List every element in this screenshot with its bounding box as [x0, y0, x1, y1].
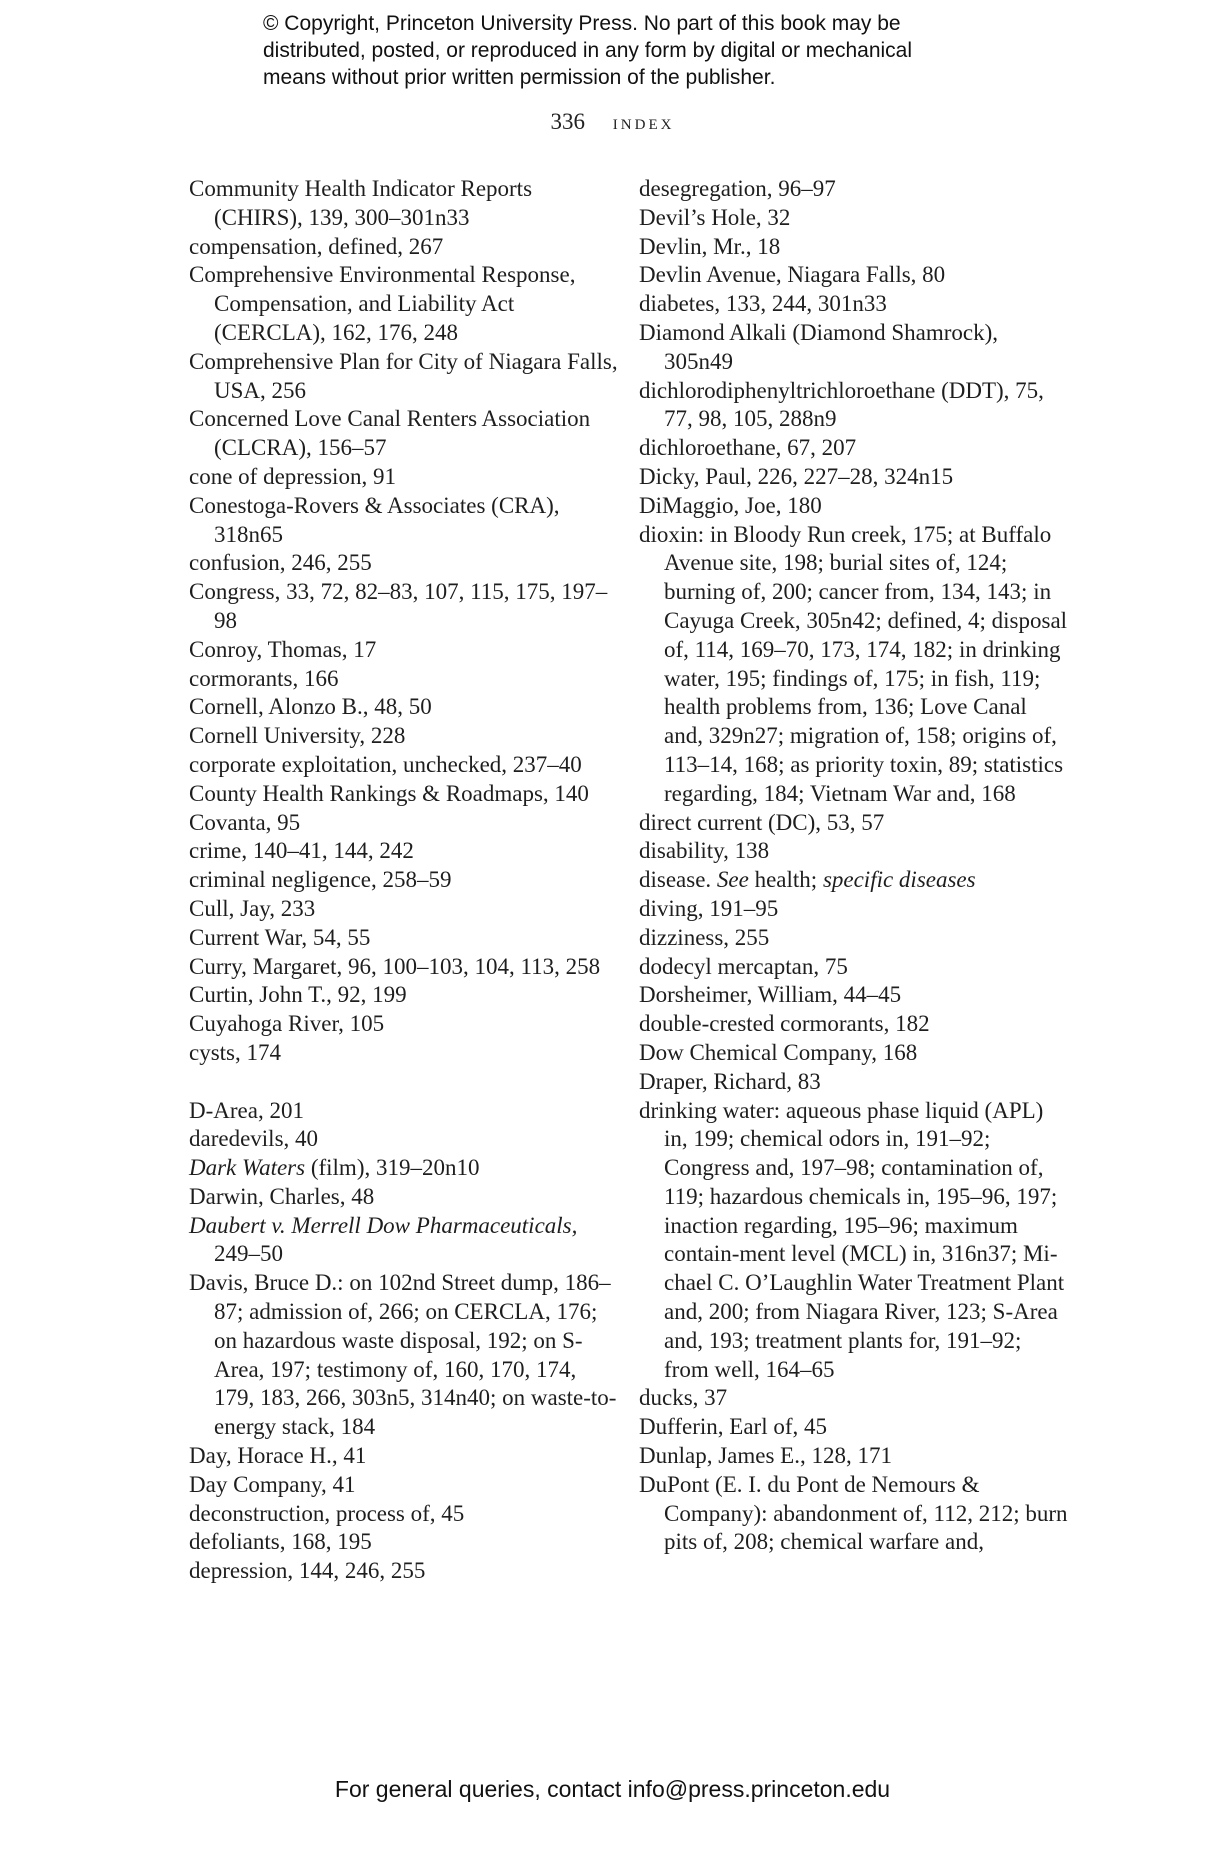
index-entry — [189, 809, 619, 838]
entry-text: disease. — [639, 867, 717, 893]
index-entry — [189, 924, 619, 953]
entry-text: Cornell, Alonzo B., 48, 50 — [189, 694, 432, 720]
entry-text: deconstruction, process of, 45 — [189, 1500, 465, 1526]
entry-text: Dufferin, Earl of, 45 — [639, 1414, 827, 1440]
entry-text: Cornell University, 228 — [189, 723, 406, 749]
entry-text: defoliants, 168, 195 — [189, 1529, 372, 1555]
index-entry — [189, 693, 619, 722]
index-entry — [189, 1010, 619, 1039]
index-entry — [639, 434, 1069, 463]
index-entry — [639, 233, 1069, 262]
entry-text: DiMaggio, Joe, 180 — [639, 492, 822, 518]
entry-text: Conestoga-Rovers & Associates (CRA), 318n65 — [189, 492, 560, 547]
entry-text: diving, 191–95 — [639, 895, 779, 921]
entry-text: County Health Rankings & Roadmaps, 140 — [189, 780, 589, 806]
index-entry — [639, 1039, 1069, 1068]
entry-text: Devlin Avenue, Niagara Falls, 80 — [639, 262, 946, 288]
entry-text: Curtin, John T., 92, 199 — [189, 982, 407, 1008]
index-entry — [189, 261, 619, 347]
entry-text: diabetes, 133, 244, 301n33 — [639, 291, 887, 317]
entry-text: Cuyahoga River, 105 — [189, 1011, 385, 1037]
index-entry — [189, 492, 619, 550]
entry-text: Diamond Alkali (Diamond Shamrock), 305n49 — [639, 319, 998, 374]
entry-text: D-Area, 201 — [189, 1097, 304, 1123]
index-entry — [639, 377, 1069, 435]
index-entry — [189, 981, 619, 1010]
index-entry — [189, 953, 619, 982]
entry-text: direct current (DC), 53, 57 — [639, 809, 885, 835]
index-entry — [189, 1125, 619, 1154]
entry-text: compensation, defined, 267 — [189, 233, 444, 259]
entry-text: cysts, 174 — [189, 1039, 281, 1065]
index-entry — [639, 492, 1069, 521]
entry-text: drinking water: aqueous phase liquid (APL) in, 199; chemical odors in, 191–92; Congress and, 197–98; contamination of, 119; hazardous chemicals in, 195–96, 197; inaction regarding, 195–96; maximum contain-ment level (MCL) in, 316n37; Mi-chael C. O’Laughlin Water Treatment Plant and, 200; from Niagara River, 123; S-Area and, 193; treatment plants for, 191–92; from well, 164–65 — [639, 1097, 1065, 1382]
index-entry — [639, 1413, 1069, 1442]
entry-text: daredevils, 40 — [189, 1126, 319, 1152]
index-entry — [189, 1471, 619, 1500]
index-entry — [639, 895, 1069, 924]
index-entry — [189, 233, 619, 262]
entry-text: Conroy, Thomas, 17 — [189, 636, 377, 662]
index-entry — [189, 405, 619, 463]
section-title: index — [612, 109, 675, 134]
entry-text: cone of depression, 91 — [189, 463, 396, 489]
index-entry — [639, 1471, 1069, 1557]
entry-text: health; — [748, 867, 823, 893]
entry-text: ducks, 37 — [639, 1385, 728, 1411]
entry-text: dichlorodiphenyltrichloroethane (DDT), 75, 77, 98, 105, 288n9 — [639, 377, 1044, 432]
index-entry — [189, 751, 619, 780]
index-entry — [639, 1442, 1069, 1471]
index-entry — [189, 463, 619, 492]
index-entry — [639, 204, 1069, 233]
entry-text: criminal negligence, 258–59 — [189, 867, 452, 893]
index-entry — [639, 1384, 1069, 1413]
entry-text: Draper, Richard, 83 — [639, 1068, 821, 1094]
index-entry — [639, 866, 1069, 895]
entry-text: double-crested cormorants, 182 — [639, 1011, 930, 1037]
index-entry — [189, 1500, 619, 1529]
running-head — [0, 109, 1225, 135]
entry-text: Comprehensive Plan for City of Niagara Falls, USA, 256 — [189, 348, 618, 403]
entry-text: dodecyl mercaptan, 75 — [639, 953, 848, 979]
entry-text: Dow Chemical Company, 168 — [639, 1039, 918, 1065]
index-entry — [639, 319, 1069, 377]
index-entry — [639, 924, 1069, 953]
entry-text: Curry, Margaret, 96, 100–103, 104, 113, 258 — [189, 953, 601, 979]
index-entry — [189, 1212, 619, 1270]
copyright-line: © Copyright, Princeton University Press. No part of this book may be — [263, 12, 901, 35]
index-entry — [189, 780, 619, 809]
index-entry — [189, 175, 619, 233]
footer-contact: For general queries, contact info@press.princeton.edu — [334, 1776, 891, 1802]
entry-text: Devlin, Mr., 18 — [639, 233, 781, 259]
index-entry — [639, 809, 1069, 838]
index-entry — [189, 866, 619, 895]
index-entry — [639, 1068, 1069, 1097]
entry-text: Dunlap, James E., 128, 171 — [639, 1443, 892, 1469]
entry-text: confusion, 246, 255 — [189, 550, 372, 576]
index-entry — [189, 636, 619, 665]
entry-text: Community Health Indicator Reports (CHIRS), 139, 300–301n33 — [189, 176, 533, 230]
entry-text: Dicky, Paul, 226, 227–28, 324n15 — [639, 463, 954, 489]
entry-text: Dorsheimer, William, 44–45 — [639, 982, 902, 1008]
entry-italic-title: Daubert v. Merrell Dow Pharmaceuticals, — [189, 1212, 578, 1238]
entry-text: crime, 140–41, 144, 242 — [189, 838, 414, 864]
entry-text: dichloroethane, 67, 207 — [639, 435, 857, 461]
entry-text: Comprehensive Environmental Response, Compensation, and Liability Act (CERCLA), 162, 176, 248 — [189, 262, 576, 345]
entry-text: dioxin: in Bloody Run creek, 175; at Buffalo Avenue site, 198; burial sites of, 124; burning of, 200; cancer from, 134, 143; in Cayuga Creek, 305n42; defined, 4; disposal of, 114, 169–70, 173, 174, 182; in drinking water, 195; findings of, 175; in fish, 119; health problems from, 136; Love Canal and, 329n27; migration of, 158; origins of, 113–14, 168; as priority toxin, 89; statistics regarding, 184; Vietnam War and, 168 — [639, 521, 1068, 806]
index-entry — [189, 1528, 619, 1557]
index-entry — [189, 549, 619, 578]
index-entry — [639, 290, 1069, 319]
index-entry — [189, 837, 619, 866]
index-entry — [639, 1010, 1069, 1039]
entry-italic-reference: specific diseases — [822, 867, 976, 893]
entry-text: Darwin, Charles, 48 — [189, 1183, 375, 1209]
index-entry — [639, 837, 1069, 866]
entry-text: depression, 144, 246, 255 — [189, 1558, 426, 1584]
index-column-left — [189, 175, 619, 1586]
index-entry — [189, 1039, 619, 1068]
section-gap — [189, 1068, 619, 1097]
index-entry — [639, 261, 1069, 290]
index-entry — [639, 175, 1069, 204]
entry-text: Concerned Love Canal Renters Association (CLCRA), 156–57 — [189, 406, 591, 461]
entry-text: dizziness, 255 — [639, 924, 770, 950]
index-entry — [189, 1154, 619, 1183]
entry-text: Day Company, 41 — [189, 1471, 356, 1497]
entry-text: Current War, 54, 55 — [189, 924, 371, 950]
entry-text: DuPont (E. I. du Pont de Nemours & Company): abandonment of, 112, 212; burn pits of, 208; chemical warfare and, — [639, 1471, 1068, 1555]
copyright-line: means without prior written permission of the publisher. — [263, 66, 776, 89]
index-entry — [189, 1269, 619, 1442]
entry-text: Congress, 33, 72, 82–83, 107, 115, 175, 197–98 — [189, 579, 608, 633]
index-entry — [189, 895, 619, 924]
entry-text: Cull, Jay, 233 — [189, 895, 316, 921]
index-entry — [189, 348, 619, 406]
copyright-line: distributed, posted, or reproduced in any form by digital or mechanical — [263, 39, 913, 62]
index-entry — [189, 1097, 619, 1126]
entry-text: Day, Horace H., 41 — [189, 1443, 367, 1469]
entry-text: Devil’s Hole, 32 — [639, 204, 791, 230]
index-entry — [639, 1097, 1069, 1385]
index-entry — [189, 1442, 619, 1471]
entry-text: desegregation, 96–97 — [639, 176, 836, 201]
entry-text: cormorants, 166 — [189, 665, 339, 691]
entry-italic-title: Dark Waters — [189, 1155, 306, 1181]
index-entry — [639, 463, 1069, 492]
entry-text: Covanta, 95 — [189, 809, 301, 835]
index-entry — [189, 1183, 619, 1212]
entry-text: (film), 319–20n10 — [305, 1155, 480, 1181]
index-entry — [189, 665, 619, 694]
index-entry — [639, 953, 1069, 982]
index-entry — [639, 981, 1069, 1010]
index-entry — [189, 1557, 619, 1586]
entry-text: 249–50 — [214, 1241, 283, 1267]
page-number: 336 — [550, 109, 586, 134]
index-column-right — [639, 175, 1069, 1557]
entry-text: corporate exploitation, unchecked, 237–40 — [189, 751, 582, 777]
index-entry — [639, 521, 1069, 809]
entry-text: Davis, Bruce D.: on 102nd Street dump, 186–87; admission of, 266; on CERCLA, 176; on hazardous waste disposal, 192; on S-Area, 197; testimony of, 160, 170, 174, 179, 183, 266, 303n5, 314n40; on waste-to-energy stack, 184 — [189, 1270, 617, 1440]
index-entry — [189, 578, 619, 636]
see-reference: See — [716, 867, 749, 893]
copyright-notice — [263, 10, 1023, 91]
entry-text: disability, 138 — [639, 838, 770, 864]
index-entry — [189, 722, 619, 751]
